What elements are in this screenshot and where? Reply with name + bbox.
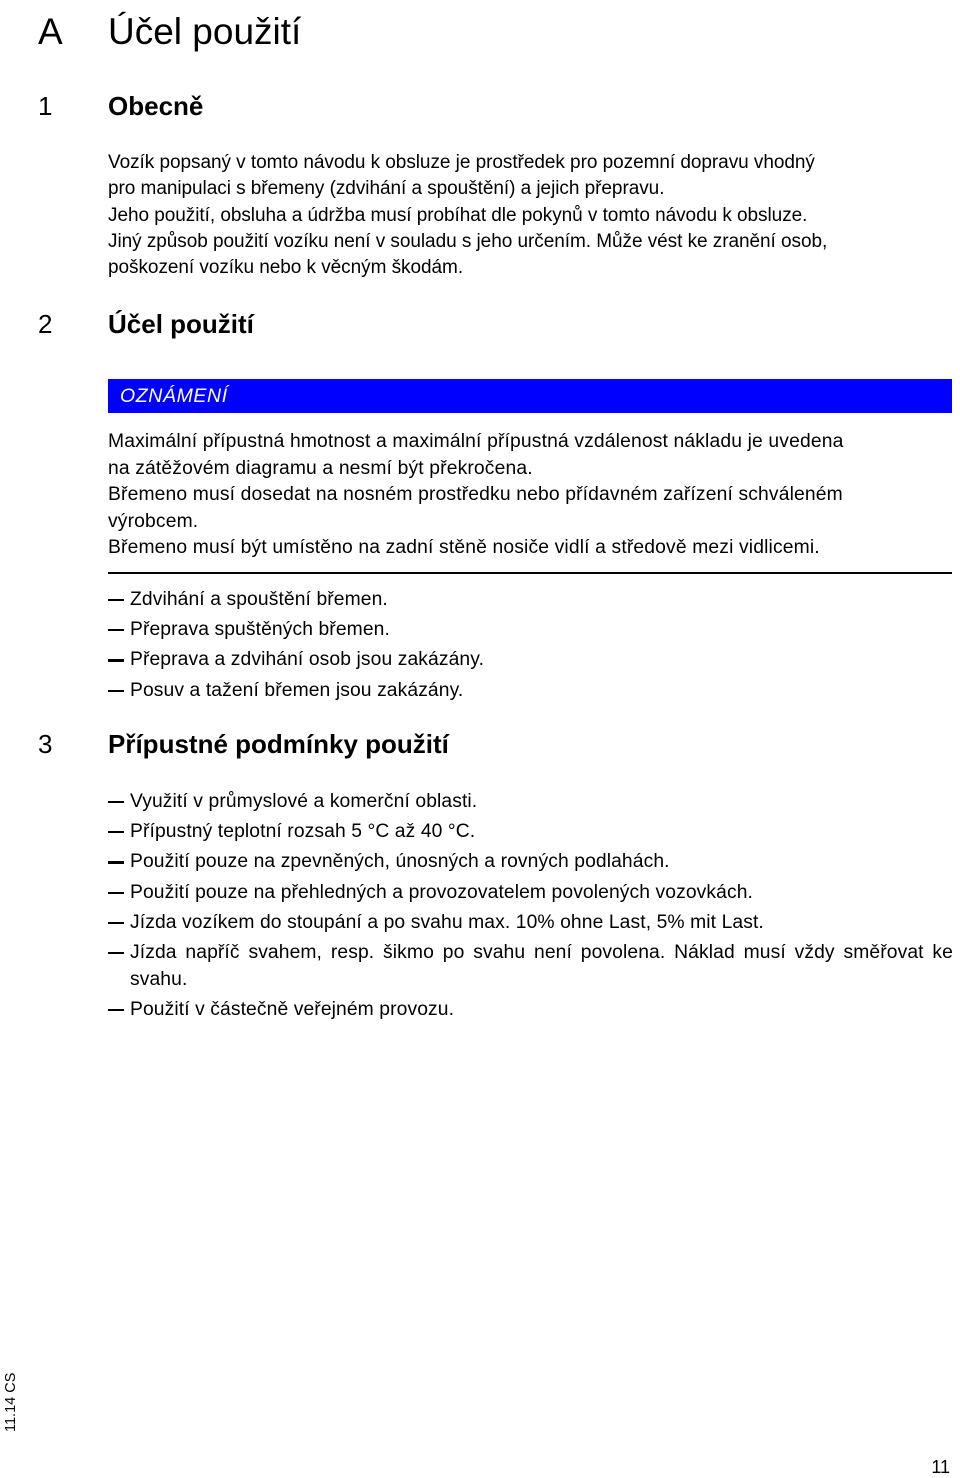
dash-bullet bbox=[108, 1009, 124, 1011]
list-item bbox=[108, 645, 953, 675]
dash-bullet bbox=[108, 690, 124, 692]
paragraph-line: Vozík popsaný v tomto návodu k obsluze je prostředek pro pozemní dopravu vhodný bbox=[108, 152, 815, 173]
section-number: 1 bbox=[38, 91, 53, 121]
notice-end-rule bbox=[108, 572, 952, 574]
dash-bullet bbox=[108, 629, 124, 631]
section-number: 2 bbox=[38, 309, 53, 339]
notice-line: Břemeno musí být umístěno na zadní stěně nosiče vidlí a středově mezi vidlicemi. bbox=[108, 537, 820, 558]
notice-label: OZNÁMENÍ bbox=[120, 385, 228, 407]
list-item-text: Zdvihání a spouštění břemen. bbox=[130, 589, 388, 610]
list-item-text: Přeprava a zdvihání osob jsou zakázány. bbox=[130, 649, 485, 671]
paragraph-line: pro manipulaci s břemeny (zdvihání a spouštění) a jejich přepravu. bbox=[108, 178, 665, 200]
list-item-text: Přeprava spuštěných břemen. bbox=[130, 619, 390, 641]
dash-bullet bbox=[108, 892, 124, 894]
chapter-letter: A bbox=[38, 11, 63, 52]
paragraph-line: Jiný způsob použití vozíku není v souladu s jeho určením. Může vést ke zranění osob, bbox=[108, 230, 828, 252]
list-item bbox=[108, 878, 953, 908]
page-number: 11 bbox=[931, 1457, 950, 1477]
list-item-text: Použití v částečně veřejném provozu. bbox=[130, 999, 455, 1021]
notice-line: výrobcem. bbox=[108, 510, 199, 532]
list-item bbox=[108, 615, 953, 645]
list-item bbox=[108, 585, 953, 615]
dash-bullet bbox=[108, 801, 124, 803]
dash-bullet bbox=[108, 922, 124, 924]
notice-line: Maximální přípustná hmotnost a maximální přípustná vzdálenost nákladu je uvedena bbox=[108, 431, 844, 452]
list-item bbox=[108, 847, 953, 877]
list-item bbox=[108, 995, 953, 1025]
section-3-list bbox=[108, 787, 953, 1025]
list-item-text: Posuv a tažení břemen jsou zakázány. bbox=[130, 679, 464, 701]
list-item-text: Jízda napříč svahem, resp. šikmo po svahu není povolena. Náklad musí vždy směřovat ke svahu. bbox=[130, 942, 953, 990]
list-item bbox=[108, 908, 953, 938]
dash-bullet bbox=[108, 599, 124, 601]
list-item-text: Využití v průmyslové a komerční oblasti. bbox=[130, 791, 478, 812]
paragraph-line: poškození vozíku nebo k věcným škodám. bbox=[108, 257, 464, 279]
section-2-heading bbox=[38, 304, 952, 348]
section-2-list bbox=[108, 585, 953, 706]
section-3-heading bbox=[38, 724, 952, 768]
paragraph-line: Jeho použití, obsluha a údržba musí probíhat dle pokynů v tomto návodu k obsluze. bbox=[108, 204, 808, 226]
dash-bullet bbox=[108, 861, 124, 863]
list-item-text: Přípustný teplotní rozsah 5 °C až 40 °C. bbox=[130, 821, 476, 843]
dash-bullet bbox=[108, 831, 124, 833]
section-title: Účel použití bbox=[108, 309, 254, 339]
notice-text bbox=[108, 429, 953, 562]
section-title: Přípustné podmínky použití bbox=[108, 729, 449, 759]
list-item bbox=[108, 676, 953, 706]
section-number: 3 bbox=[38, 729, 53, 759]
list-item-text: Jízda vozíkem do stoupání a po svahu max. 10% ohne Last, 5% mit Last. bbox=[130, 911, 764, 933]
dash-bullet bbox=[108, 952, 124, 954]
section-title: Obecně bbox=[108, 91, 204, 121]
edition-code: 11.14 CS bbox=[3, 1372, 19, 1432]
notice-line: na zátěžovém diagramu a nesmí být překročena. bbox=[108, 457, 533, 479]
chapter-title: Účel použití bbox=[108, 11, 302, 52]
list-item bbox=[108, 787, 953, 817]
notice-bar bbox=[108, 379, 952, 413]
dash-bullet bbox=[108, 659, 124, 661]
list-item bbox=[108, 938, 953, 995]
section-1-paragraph bbox=[108, 150, 953, 281]
notice-line: Břemeno musí dosedat na nosném prostředku nebo přídavném zařízení schváleném bbox=[108, 484, 843, 505]
list-item-text: Použití pouze na zpevněných, únosných a rovných podlahách. bbox=[130, 851, 670, 873]
section-1-heading bbox=[38, 86, 952, 130]
list-item-text: Použití pouze na přehledných a provozovatelem povolených vozovkách. bbox=[130, 881, 754, 903]
list-item bbox=[108, 817, 953, 847]
